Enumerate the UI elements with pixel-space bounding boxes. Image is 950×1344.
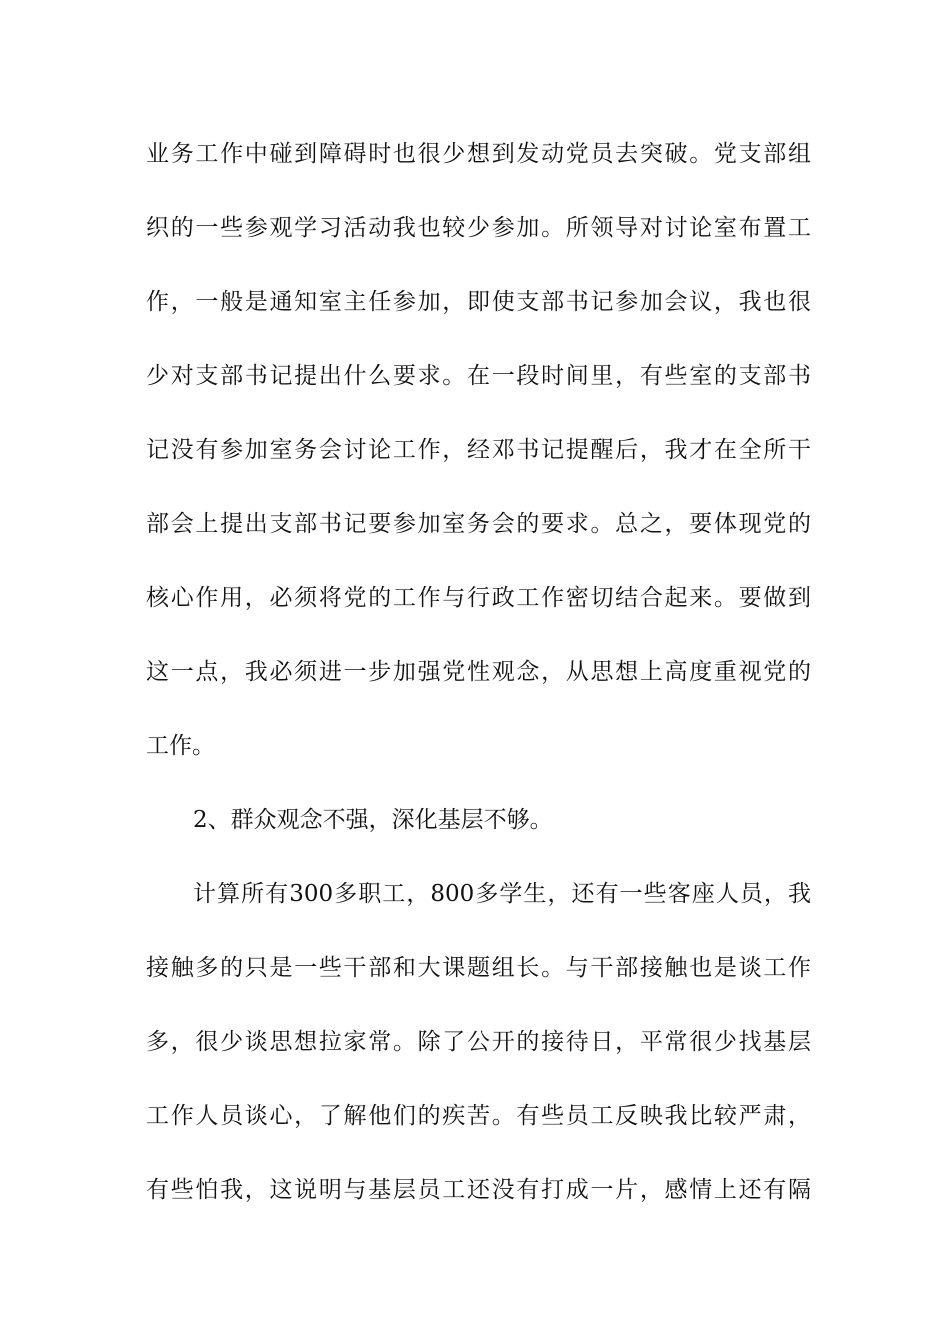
- paragraph-line: 有些怕我，这说明与基层员工还没有打成一片，感情上还有隔: [146, 1177, 811, 1203]
- paragraph-line: 业务工作中碰到障碍时也很少想到发动党员去突破。党支部组: [146, 141, 811, 167]
- paragraph-line: 记没有参加室务会讨论工作，经邓书记提醒后，我才在全所干: [146, 437, 811, 463]
- paragraph-line: 少对支部书记提出什么要求。在一段时间里，有些室的支部书: [146, 363, 811, 389]
- paragraph-line: 工作人员谈心，了解他们的疾苦。有些员工反映我比较严肃，: [146, 1103, 811, 1129]
- paragraph-line: 工作。: [146, 733, 215, 759]
- paragraph-line: 这一点，我必须进一步加强党性观念，从思想上高度重视党的: [146, 659, 811, 685]
- paragraph-line: 计算所有300多职工，800多学生，还有一些客座人员，我: [193, 881, 811, 907]
- paragraph-line: 织的一些参观学习活动我也较少参加。所领导对讨论室布置工: [146, 215, 811, 241]
- paragraph-line: 核心作用，必须将党的工作与行政工作密切结合起来。要做到: [146, 585, 811, 611]
- paragraph-line: 多，很少谈思想拉家常。除了公开的接待日，平常很少找基层: [146, 1029, 811, 1055]
- paragraph-line: 部会上提出支部书记要参加室务会的要求。总之，要体现党的: [146, 511, 811, 537]
- section-heading: 2、群众观念不强，深化基层不够。: [193, 807, 553, 833]
- paragraph-line: 接触多的只是一些干部和大课题组长。与干部接触也是谈工作: [146, 955, 811, 981]
- paragraph-line: 作，一般是通知室主任参加，即使支部书记参加会议，我也很: [146, 289, 811, 315]
